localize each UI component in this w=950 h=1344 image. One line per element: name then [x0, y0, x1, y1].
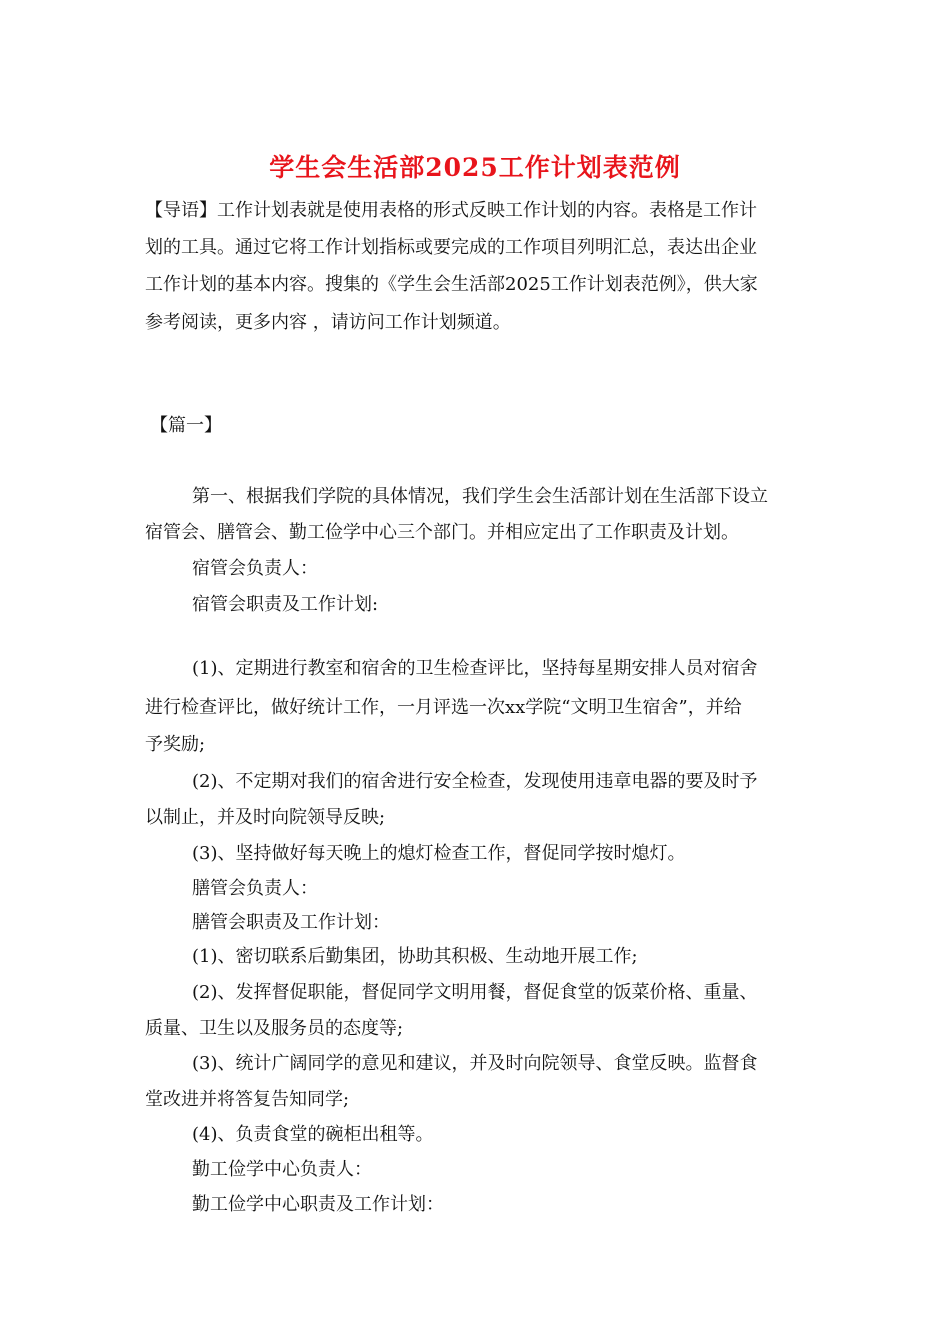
body-line-3: 宿管会负责人：: [192, 558, 318, 579]
intro-line-1: 【导语】工作计划表就是使用表格的形式反映工作计划的内容。表格是工作计: [145, 200, 757, 221]
body-line-20: 勤工俭学中心职责及工作计划：: [192, 1194, 444, 1215]
body-line-18: (4)、负责食堂的碗柜出租等。: [192, 1124, 434, 1145]
intro-line-2: 划的工具。通过它将工作计划指标或要完成的工作项目列明汇总，表达出企业: [145, 237, 757, 258]
body-line-7: 予奖励;: [145, 734, 206, 755]
body-line-13: (1)、密切联系后勤集团，协助其积极、生动地开展工作;: [192, 946, 638, 967]
body-line-1: 第一、根据我们学院的具体情况，我们学生会生活部计划在生活部下设立: [192, 486, 768, 507]
body-line-12: 膳管会职责及工作计划：: [192, 912, 390, 933]
body-line-9: 以制止，并及时向院领导反映;: [145, 807, 386, 828]
body-line-4: 宿管会职责及工作计划:: [192, 594, 379, 615]
intro-line-4: 参考阅读，更多内容 ，请访问工作计划频道。: [145, 312, 511, 333]
body-line-10: (3)、坚持做好每天晚上的熄灯检查工作，督促同学按时熄灯。: [192, 843, 686, 864]
document-title: 学生会生活部2025工作计划表范例: [269, 153, 681, 182]
section-label: 【篇一】: [150, 415, 222, 436]
body-line-16: (3)、统计广阔同学的意见和建议，并及时向院领导、食堂反映。监督食: [192, 1053, 758, 1074]
body-line-15: 质量、卫生以及服务员的态度等;: [145, 1018, 404, 1039]
body-line-14: (2)、发挥督促职能，督促同学文明用餐，督促食堂的饭菜价格、重量、: [192, 982, 758, 1003]
body-line-6: 进行检查评比，做好统计工作，一月评选一次xx学院“文明卫生宿舍”，并给: [145, 697, 742, 718]
body-line-5: (1)、定期进行教室和宿舍的卫生检查评比，坚持每星期安排人员对宿舍: [192, 658, 758, 679]
body-line-2: 宿管会、膳管会、勤工俭学中心三个部门。并相应定出了工作职责及计划。: [145, 522, 739, 543]
body-line-17: 堂改进并将答复告知同学;: [145, 1089, 350, 1110]
body-line-11: 膳管会负责人：: [192, 878, 318, 899]
body-line-8: (2)、不定期对我们的宿舍进行安全检查，发现使用违章电器的要及时予: [192, 771, 758, 792]
body-line-19: 勤工俭学中心负责人：: [192, 1159, 372, 1180]
intro-line-3: 工作计划的基本内容。搜集的《学生会生活部2025工作计划表范例》，供大家: [145, 274, 758, 295]
